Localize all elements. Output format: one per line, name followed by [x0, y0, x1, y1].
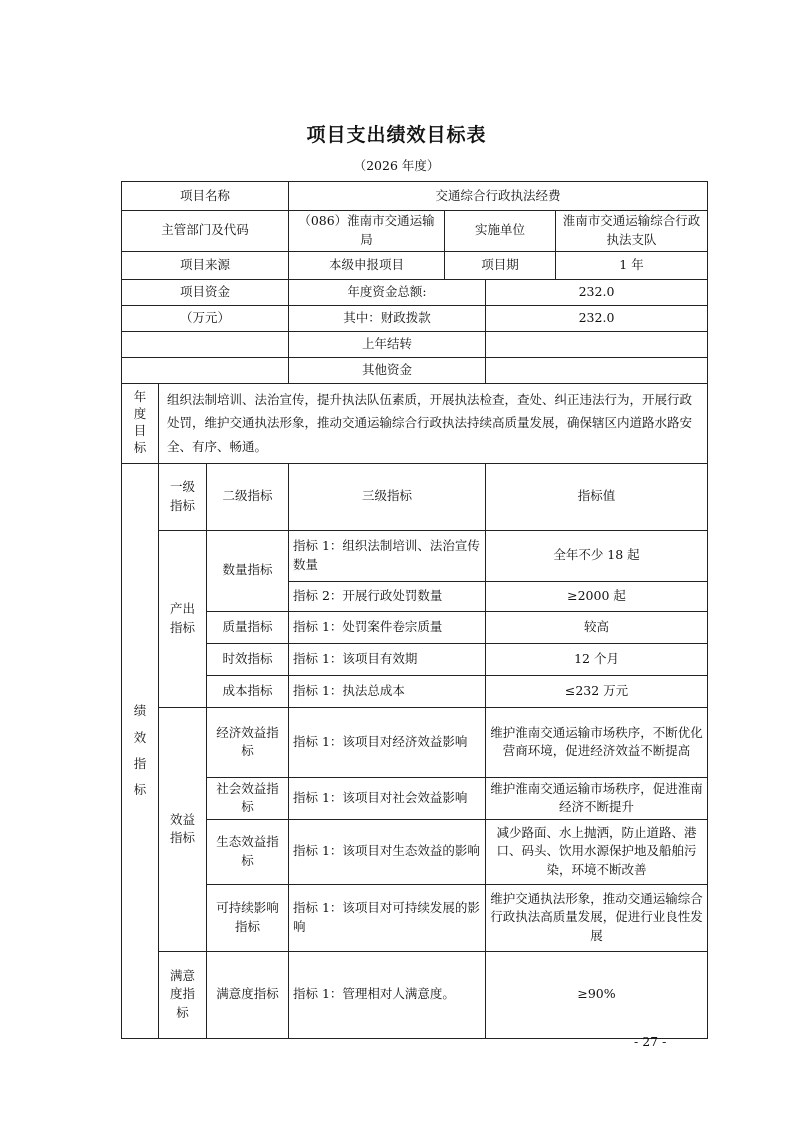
- fund-label: 项目资金: [122, 279, 289, 305]
- other-label: 其他资金: [289, 357, 486, 383]
- source-label: 项目来源: [122, 251, 289, 279]
- row-quantity-1: [122, 530, 708, 581]
- cost-label: 成本指标: [207, 675, 289, 707]
- other-value: [486, 357, 708, 383]
- economic-1-value: 维护淮南交通运输市场秩序，不断优化营商环境，促进经济效益不断提高: [486, 707, 708, 777]
- time-1-value: 12 个月: [486, 643, 708, 675]
- eco-1-value: 减少路面、水上抛洒，防止道路、港口、码头、饮用水源保护地及船舶污染，环境不断改善: [486, 819, 708, 884]
- quantity-label: 数量指标: [207, 530, 289, 611]
- time-1-desc: 指标 1：该项目有效期: [289, 643, 486, 675]
- quantity-2-desc: 指标 2：开展行政处罚数量: [289, 581, 486, 611]
- impl-unit-value: 淮南市交通运输综合行政执法支队: [556, 211, 708, 252]
- source-value: 本级申报项目: [289, 251, 445, 279]
- quality-label: 质量指标: [207, 611, 289, 643]
- economic-label: 经济效益指标: [207, 707, 289, 777]
- output-indicators-label: 产出指标: [159, 530, 207, 707]
- year-subtitle: （2026 年度）: [353, 158, 440, 173]
- goal-label: 年度目标: [122, 383, 159, 463]
- quality-1-value: 较高: [486, 611, 708, 643]
- period-label: 项目期: [445, 251, 556, 279]
- total-value: 232.0: [486, 279, 708, 305]
- fiscal-label: 其中：财政拨款: [289, 305, 486, 331]
- row-dept: [122, 211, 708, 252]
- page-number: - 27 -: [634, 1034, 667, 1049]
- satisfaction-indicators-label: 满意度指标: [159, 951, 207, 1038]
- quantity-1-value: 全年不少 18 起: [486, 530, 708, 581]
- performance-indicators-label: 绩效指标: [122, 463, 159, 1038]
- header-value: 指标值: [486, 463, 708, 530]
- fund-unit-label: （万元）: [122, 305, 289, 331]
- empty-cell: [122, 331, 289, 357]
- fiscal-value: 232.0: [486, 305, 708, 331]
- satisfaction-sub-label: 满意度指标: [207, 951, 289, 1038]
- page-title: 项目支出绩效目标表: [306, 124, 487, 146]
- social-1-desc: 指标 1：该项目对社会效益影响: [289, 777, 486, 819]
- satisfaction-1-value: ≥90%: [486, 951, 708, 1038]
- quantity-1-desc: 指标 1：组织法制培训、法治宣传数量: [289, 530, 486, 581]
- period-value: 1 年: [556, 251, 708, 279]
- row-fund-carryover: [122, 331, 708, 357]
- row-source: [122, 251, 708, 279]
- row-cost-1: [122, 675, 708, 707]
- cost-1-value: ≤232 万元: [486, 675, 708, 707]
- total-label: 年度资金总额:: [289, 279, 486, 305]
- satisfaction-1-desc: 指标 1：管理相对人满意度。: [289, 951, 486, 1038]
- row-annual-goal: [122, 383, 708, 463]
- row-indicator-headers: [122, 463, 708, 530]
- row-economic-1: [122, 707, 708, 777]
- sustain-1-desc: 指标 1：该项目对可持续发展的影响: [289, 884, 486, 951]
- row-project-name: [122, 182, 708, 211]
- cost-1-desc: 指标 1：执法总成本: [289, 675, 486, 707]
- project-name-value: 交通综合行政执法经费: [289, 182, 708, 211]
- row-time-1: [122, 643, 708, 675]
- row-satisfaction-1: [122, 951, 708, 1038]
- row-eco-1: [122, 819, 708, 884]
- carryover-label: 上年结转: [289, 331, 486, 357]
- header-level1: 一级指标: [159, 463, 207, 530]
- empty-cell: [122, 357, 289, 383]
- economic-1-desc: 指标 1：该项目对经济效益影响: [289, 707, 486, 777]
- dept-label: 主管部门及代码: [122, 211, 289, 252]
- performance-target-table: [121, 181, 708, 1039]
- quantity-2-value: ≥2000 起: [486, 581, 708, 611]
- header-level2: 二级指标: [207, 463, 289, 530]
- quality-1-desc: 指标 1：处罚案件卷宗质量: [289, 611, 486, 643]
- row-social-1: [122, 777, 708, 819]
- row-fund-total: [122, 279, 708, 305]
- row-sustain-1: [122, 884, 708, 951]
- header-level3: 三级指标: [289, 463, 486, 530]
- impl-unit-label: 实施单位: [445, 211, 556, 252]
- eco-1-desc: 指标 1：该项目对生态效益的影响: [289, 819, 486, 884]
- row-fund-fiscal: [122, 305, 708, 331]
- sustain-label: 可持续影响指标: [207, 884, 289, 951]
- dept-value: （086）淮南市交通运输局: [289, 211, 445, 252]
- social-1-value: 维护淮南交通运输市场秩序，促进淮南经济不断提升: [486, 777, 708, 819]
- row-fund-other: [122, 357, 708, 383]
- sustain-1-value: 维护交通执法形象，推动交通运输综合行政执法高质量发展，促进行业良性发展: [486, 884, 708, 951]
- row-quality-1: [122, 611, 708, 643]
- project-name-label: 项目名称: [122, 182, 289, 211]
- eco-label: 生态效益指标: [207, 819, 289, 884]
- benefit-indicators-label: 效益指标: [159, 707, 207, 951]
- carryover-value: [486, 331, 708, 357]
- time-label: 时效指标: [207, 643, 289, 675]
- social-label: 社会效益指标: [207, 777, 289, 819]
- goal-text: 组织法制培训、法治宣传，提升执法队伍素质，开展执法检查，查处、纠正违法行为，开展行政处罚，维护交通执法形象，推动交通运输综合行政执法持续高质量发展，确保辖区内道路水路安全、有序、畅通。: [159, 383, 708, 463]
